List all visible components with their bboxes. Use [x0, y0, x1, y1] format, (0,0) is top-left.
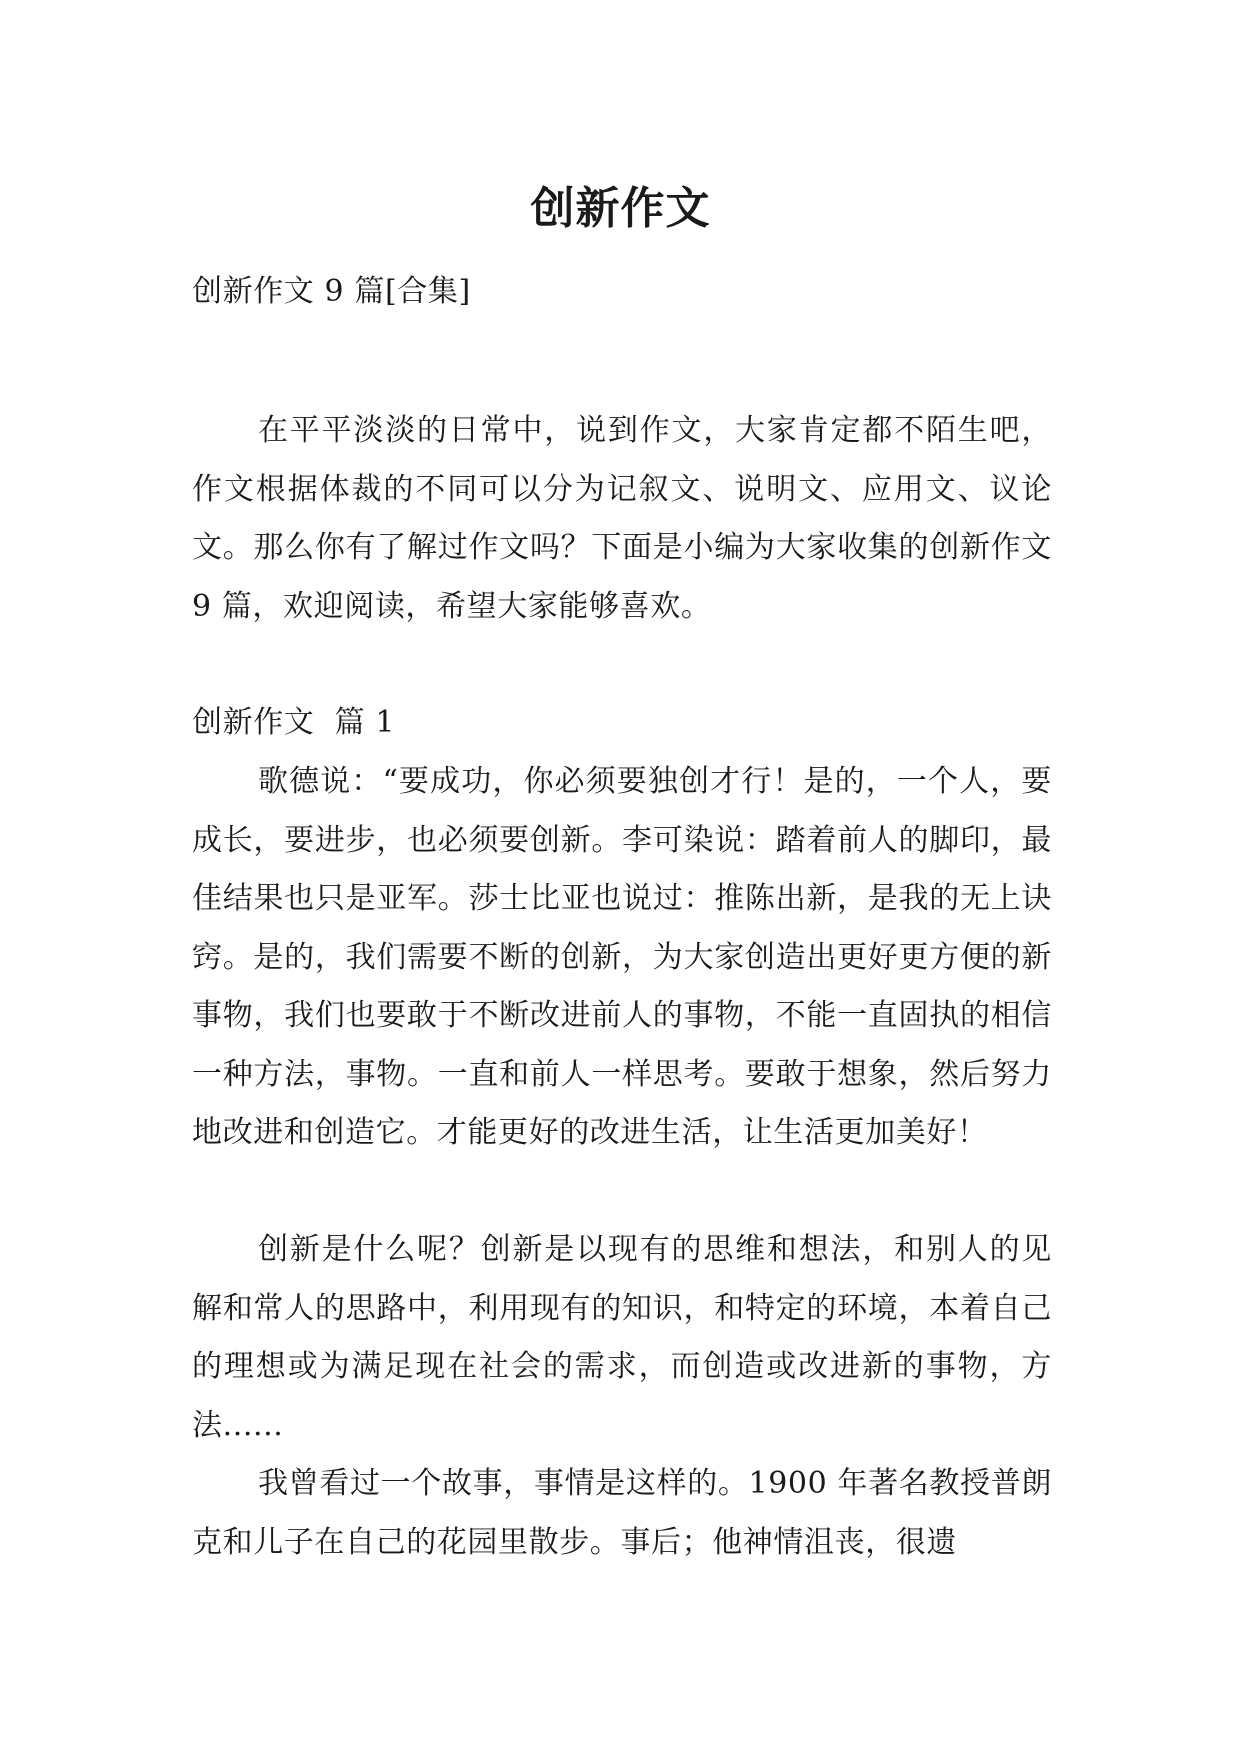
document-title: 创新作文: [530, 183, 711, 235]
body-paragraph: 歌德说：“要成功，你必须要独创才行！是的，一个人，要成长，要进步，也必须要创新。李可染说：踏着前人的脚印，最佳结果也只是亚军。莎士比亚也说过：推陈出新，是我的无上诀窍。是的，我们需要不断的创新，为大家创造出更好更方便的新事物，我们也要敢于不断改进前人的事物，不能一直固执的相信一种方法，事物。一直和前人一样思考。要敢于想象，然后努力地改进和创造它。才能更好的改进生活，让生活更加美好！: [192, 764, 1052, 1150]
body-paragraph: 创新是什么呢？创新是以现有的思维和想法，和别人的见解和常人的思路中，利用现有的知识，和特定的环境，本着自己的理想或为满足现在社会的需求，而创造或改进新的事物，方法......: [192, 1232, 1052, 1443]
document-subtitle: 创新作文 9 篇[合集]: [192, 274, 471, 309]
section-heading: 创新作文 篇 1: [192, 705, 396, 740]
body-paragraph: 我曾看过一个故事，事情是这样的。1900 年著名教授普朗克和儿子在自己的花园里散步。事后；他神情沮丧，很遗: [192, 1466, 1052, 1560]
intro-paragraph: 在平平淡淡的日常中，说到作文，大家肯定都不陌生吧，作文根据体裁的不同可以分为记叙文、说明文、应用文、议论文。那么你有了解过作文吗？下面是小编为大家收集的创新作文 9 篇，欢迎阅读，希望大家能够喜欢。: [192, 413, 1052, 624]
